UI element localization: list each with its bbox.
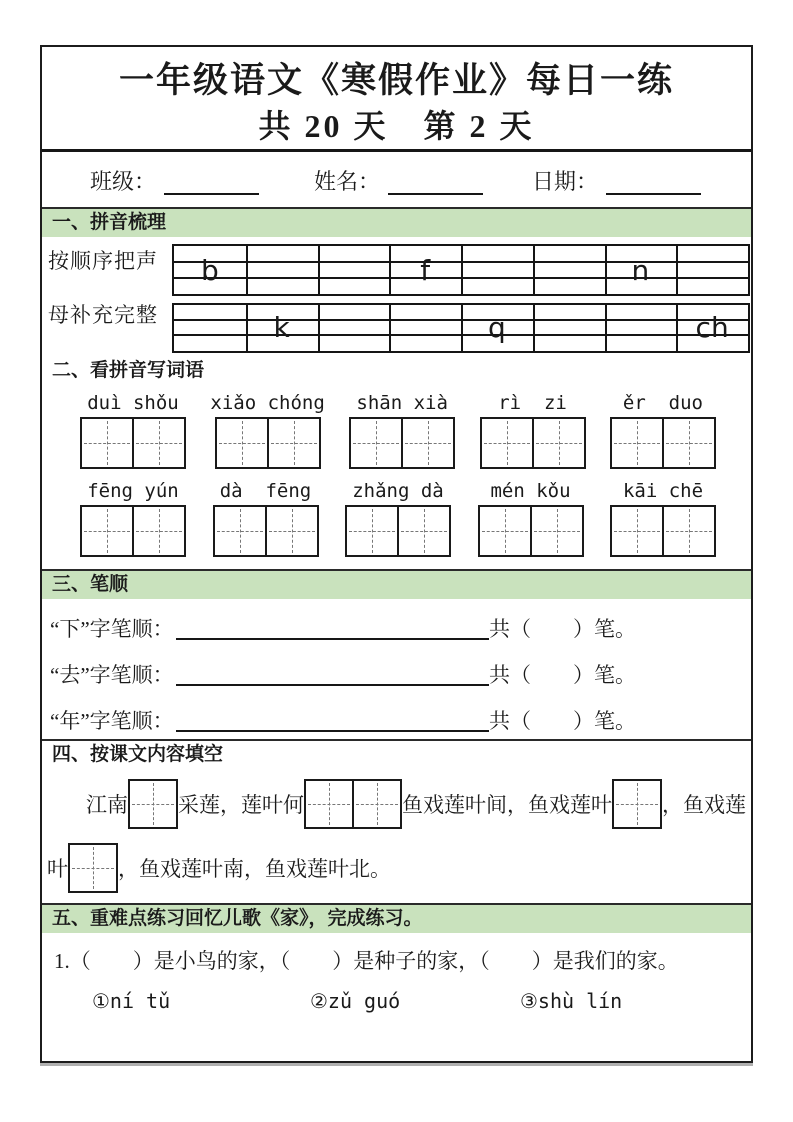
initial-letter <box>533 246 605 294</box>
passage-text: 叶 <box>47 857 68 881</box>
section5-header: 五、重难点练习回忆儿歌《家》，完成练习。 <box>42 905 751 933</box>
answer-blank-line <box>176 730 489 732</box>
writing-grid <box>80 417 186 469</box>
initial-letter <box>318 246 390 294</box>
pinyin-word-group <box>480 392 586 469</box>
initial-letter: q <box>487 310 506 344</box>
fill-in-box-double <box>304 779 402 829</box>
initial-letter: n <box>631 253 650 287</box>
initial-letter <box>676 246 748 294</box>
grid-cell <box>347 507 397 555</box>
pinyin-label: dà fēng <box>219 480 312 502</box>
grid-cell <box>132 419 184 467</box>
question-1-text: 1.（ ）是小鸟的家，（ ）是种子的家，（ ）是我们的家。 <box>54 949 679 973</box>
initial-letter: ch <box>695 310 729 344</box>
pinyin-label: fēng yún <box>87 480 179 502</box>
pinyin-word-group <box>478 480 584 557</box>
pinyin-word-group <box>349 392 455 469</box>
section2-header: 二、看拼音写词语 <box>52 360 205 381</box>
passage-text: 江南 <box>86 793 128 817</box>
grid-cell <box>306 781 352 827</box>
answer-blank-line <box>176 638 489 640</box>
fill-in-box <box>68 843 118 893</box>
grid-cell <box>532 419 584 467</box>
initial-letter <box>318 305 390 351</box>
stroke-count-text: 共（ ）笔。 <box>489 617 636 641</box>
writing-grid <box>345 505 451 557</box>
worksheet-subtitle: 共 20 天 第 2 天 <box>258 108 535 144</box>
initial-letter <box>174 305 246 351</box>
section3-header: 三、笔顺 <box>42 571 751 599</box>
class-blank-line <box>164 193 259 195</box>
writing-grid <box>480 417 586 469</box>
stroke-order-row <box>50 705 636 735</box>
worksheet-border-box <box>40 45 753 1063</box>
grid-cell <box>397 507 449 555</box>
stroke-order-row <box>50 613 636 643</box>
grid-cell <box>614 781 660 827</box>
pinyin-label: mén kǒu <box>490 480 571 502</box>
pinyin-label: shān xià <box>356 392 448 414</box>
grid-cell <box>480 507 530 555</box>
grid-cell <box>351 419 401 467</box>
writing-grid <box>610 505 716 557</box>
writing-grid <box>610 417 716 469</box>
option-3: ③shù lín <box>520 989 623 1013</box>
passage-text: 采莲，莲叶何 <box>178 793 304 817</box>
grid-cell <box>662 419 714 467</box>
pinyin-four-line-grid-1 <box>172 244 750 296</box>
pinyin-label: duì shǒu <box>87 392 179 414</box>
worksheet-title: 一年级语文《寒假作业》每日一练 <box>118 61 674 100</box>
grid-cell <box>612 507 662 555</box>
option-2: ②zǔ guó <box>310 989 401 1013</box>
pinyin-word-group <box>610 392 716 469</box>
pinyin-word-group <box>345 480 451 557</box>
section1-instruction-line2: 母补充完整 <box>48 303 158 327</box>
pinyin-word-group <box>80 480 186 557</box>
initial-letter <box>605 305 677 351</box>
pinyin-word-group <box>213 480 319 557</box>
initial-letter: b <box>200 253 219 287</box>
grid-cell <box>265 507 317 555</box>
writing-grid <box>213 505 319 557</box>
grid-cell <box>217 419 267 467</box>
pinyin-word-row-1 <box>80 392 716 469</box>
initial-letter <box>461 246 533 294</box>
stroke-order-label: “下”字笔顺： <box>50 617 174 641</box>
pinyin-label: kāi chē <box>622 480 704 502</box>
writing-grid <box>478 505 584 557</box>
passage-text: ，鱼戏莲叶南，鱼戏莲叶北。 <box>118 857 391 881</box>
stroke-count-text: 共（ ）笔。 <box>489 709 636 733</box>
answer-blank-line <box>176 684 489 686</box>
grid-cell <box>352 781 400 827</box>
section1-header: 一、拼音梳理 <box>42 209 751 237</box>
initial-letter <box>246 246 318 294</box>
pinyin-four-line-grid-2 <box>172 303 750 353</box>
stroke-order-label: “去”字笔顺： <box>50 663 174 687</box>
grid-cell <box>662 507 714 555</box>
initial-letter <box>533 305 605 351</box>
pinyin-label: xiǎo chóng <box>210 392 325 414</box>
initial-letter: f <box>420 253 431 287</box>
pinyin-word-group <box>610 480 716 557</box>
grid-cell <box>130 781 176 827</box>
pinyin-label: zhǎng dà <box>352 480 444 502</box>
grid-cell <box>215 507 265 555</box>
writing-grid <box>80 505 186 557</box>
pinyin-label: rì zi <box>498 392 567 414</box>
pinyin-word-row-2 <box>80 480 716 557</box>
grid-cell <box>401 419 453 467</box>
section4-header: 四、按课文内容填空 <box>52 744 224 765</box>
name-label: 姓名： <box>314 169 381 194</box>
grid-cell <box>132 507 184 555</box>
fill-in-line-2 <box>47 837 391 899</box>
class-label: 班级： <box>90 169 157 194</box>
grid-cell <box>612 419 662 467</box>
fill-in-box <box>128 779 178 829</box>
fill-in-line-1 <box>86 773 746 835</box>
section1-instruction-line1: 按顺序把声 <box>48 249 158 273</box>
initial-letter <box>389 305 461 351</box>
passage-text: 鱼戏莲叶间，鱼戏莲叶 <box>402 793 612 817</box>
pinyin-label: ěr duo <box>622 392 703 414</box>
grid-cell <box>482 419 532 467</box>
title-divider <box>42 149 751 152</box>
pinyin-word-group <box>80 392 186 469</box>
stroke-count-text: 共（ ）笔。 <box>489 663 636 687</box>
writing-grid <box>215 417 321 469</box>
pinyin-word-group <box>210 392 324 469</box>
grid-cell <box>267 419 319 467</box>
initial-letter: k <box>273 310 290 344</box>
stroke-order-label: “年”字笔顺： <box>50 709 174 733</box>
writing-grid <box>349 417 455 469</box>
fill-in-box <box>612 779 662 829</box>
date-label: 日期： <box>532 169 599 194</box>
grid-cell <box>82 419 132 467</box>
grid-cell <box>70 845 116 891</box>
grid-cell <box>530 507 582 555</box>
stroke-order-row <box>50 659 636 689</box>
option-1: ①ní tǔ <box>92 989 171 1013</box>
name-blank-line <box>388 193 483 195</box>
grid-cell <box>82 507 132 555</box>
date-blank-line <box>606 193 701 195</box>
passage-text: ，鱼戏莲 <box>662 793 746 817</box>
